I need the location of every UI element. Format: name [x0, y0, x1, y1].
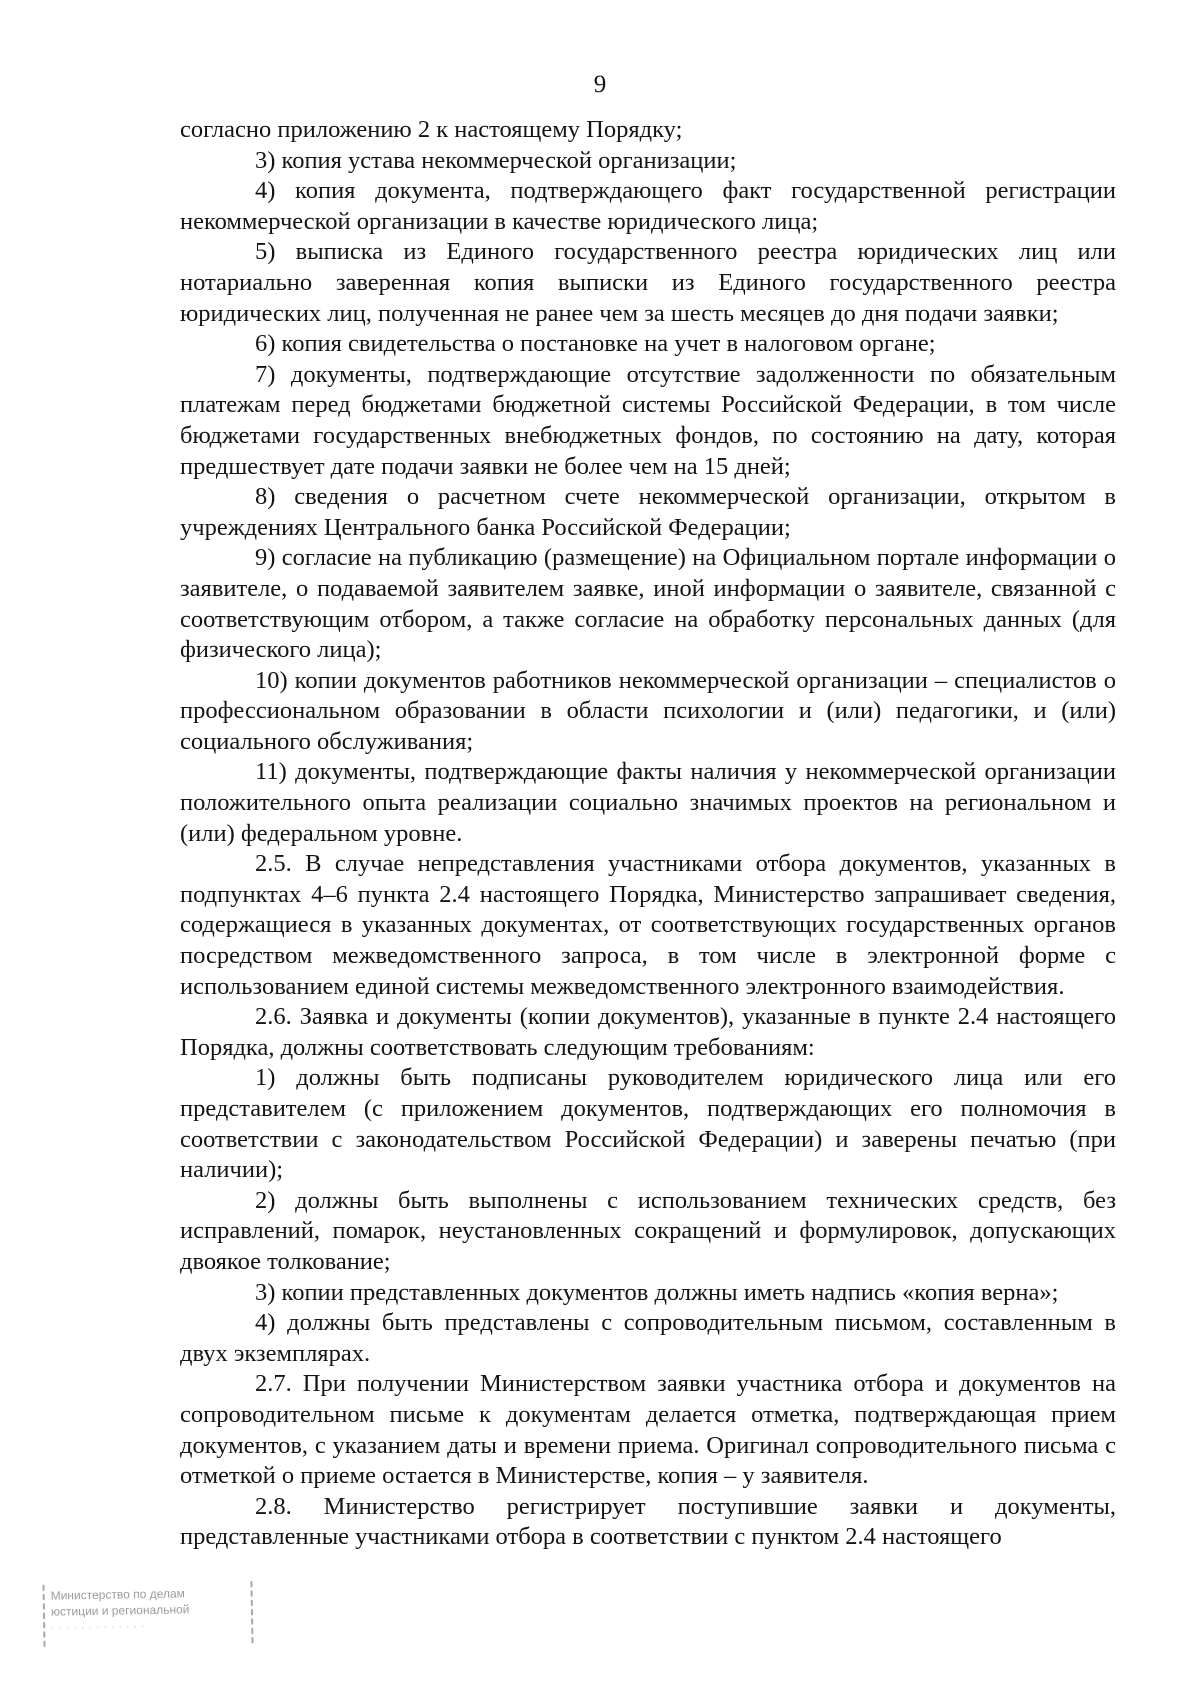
paragraph-item-11: 11) документы, подтверждающие факты наличия у некоммерческой организации положительного опыта реализации социально значимых проектов на региональном и (или) федеральном уровне.	[180, 758, 1116, 847]
paragraph-item-3: 3) копия устава некоммерческой организации;	[255, 146, 737, 174]
paragraph-requirement-3: 3) копии представленных документов должны иметь надпись «копия верна»;	[255, 1278, 1059, 1306]
document-body	[180, 115, 1116, 1553]
paragraph-continuation: согласно приложению 2 к настоящему Порядку;	[180, 116, 683, 143]
paragraph-item-9: 9) согласие на публикацию (размещение) на Официальном портале информации о заявителе, о подаваемой заявителем заявке, иной информации о заявителе, связанной с соответствующим отбором, а также согласие на обработку персональных данных (для физического лица);	[180, 544, 1116, 664]
paragraph-section-2-6: 2.6. Заявка и документы (копии документов), указанные в пункте 2.4 настоящего Порядка, должны соответствовать следующим требованиям:	[180, 1003, 1116, 1061]
paragraph-item-5: 5) выписка из Единого государственного реестра юридических лиц или нотариально заверенная копия выписки из Единого государственного реестра юридических лиц, полученная не ранее чем за шесть месяцев до дня подачи заявки;	[180, 238, 1116, 327]
paragraph-requirement-4: 4) должны быть представлены с сопроводительным письмом, составленным в двух экземплярах.	[180, 1309, 1116, 1367]
paragraph-requirement-2: 2) должны быть выполнены с использованием технических средств, без исправлений, помарок, неустановленных сокращений и формулировок, допускающих двоякое толкование;	[180, 1186, 1116, 1275]
paragraph-item-6: 6) копия свидетельства о постановке на учет в налоговом органе;	[255, 330, 936, 358]
paragraph-item-10: 10) копии документов работников некоммерческой организации – специалистов о профессиональном образовании в области психологии и (или) педагогики, и (или) социального обслуживания;	[180, 666, 1116, 755]
paragraph-section-2-8: 2.8. Министерство регистрирует поступившие заявки и документы, представленные участниками отбора в соответствии с пунктом 2.4 настоящего	[180, 1492, 1116, 1551]
paragraph-item-4: 4) копия документа, подтверждающего факт государственной регистрации некоммерческой организации в качестве юридического лица;	[180, 177, 1116, 235]
page-number: 9	[593, 71, 607, 98]
paragraph-item-7: 7) документы, подтверждающие отсутствие задолженности по обязательным платежам перед бюджетами бюджетной системы Российской Федерации, в том числе бюджетами государственных внебюджетных фондов, по состоянию на дату, которая предшествует дате подачи заявки не более чем на 15 дней;	[180, 360, 1116, 480]
paragraph-item-8: 8) сведения о расчетном счете некоммерческой организации, открытом в учреждениях Центрального банка Российской Федерации;	[180, 483, 1116, 541]
stamp-line-2: юстиции и региональной	[50, 1602, 190, 1619]
paragraph-section-2-5: 2.5. В случае непредставления участниками отбора документов, указанных в подпунктах 4–6 пункта 2.4 настоящего Порядка, Министерство запрашивает сведения, содержащиеся в указанных документах, от соответствующих государственных органов посредством межведомственного запроса, в том числе в электронной форме с использованием единой системы межведомственного электронного взаимодействия.	[180, 850, 1116, 1000]
registration-stamp	[42, 1581, 253, 1647]
paragraph-section-2-7: 2.7. При получении Министерством заявки участника отбора и документов на сопроводительном письме к документам делается отметка, подтверждающая прием документов, с указанием даты и времени приема. Оригинал сопроводительного письма с отметкой о приеме остается в Министерстве, копия – у заявителя.	[180, 1370, 1116, 1490]
stamp-faint-text: · · · · · · · · · · · · ·	[51, 1621, 146, 1633]
stamp-line-1: Министерство по делам	[50, 1586, 185, 1603]
paragraph-requirement-1: 1) должны быть подписаны руководителем юридического лица или его представителем (с приложением документов, подтверждающих его полномочия в соответствии с законодательством Российской Федерации) и заверены печатью (при наличии);	[180, 1064, 1116, 1184]
